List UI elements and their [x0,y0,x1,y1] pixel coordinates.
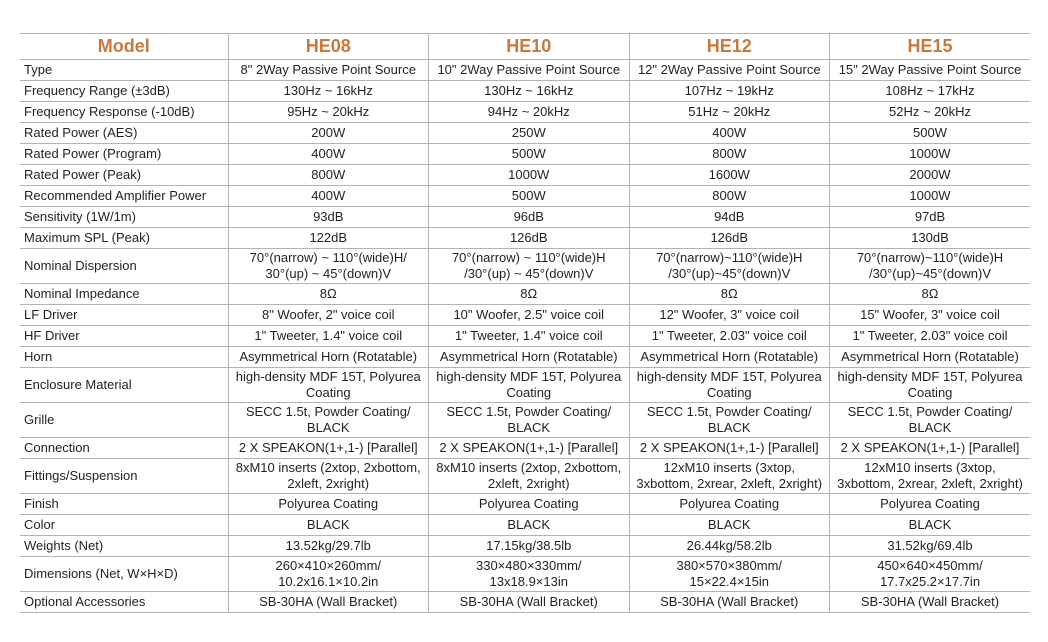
spec-value-line: 12xM10 inserts (3xtop, [864,460,996,475]
spec-value-line: SECC 1.5t, Powder Coating/ [446,404,612,419]
spec-value: 96dB [429,207,630,228]
spec-value [629,249,830,284]
table-row [20,536,1030,557]
spec-value: 95Hz ~ 20kHz [228,102,429,123]
spec-value: 126dB [629,228,830,249]
spec-value-line: 70°(narrow)~110°(wide)H [656,250,803,265]
spec-value [830,557,1031,592]
model-header: Model [20,34,228,60]
spec-value [429,403,630,438]
spec-value-line: Coating [506,385,552,400]
spec-value-line: SECC 1.5t, Powder Coating/ [245,404,411,419]
spec-value: SB-30HA (Wall Bracket) [429,592,630,613]
table-row [20,186,1030,207]
table-row [20,557,1030,592]
spec-label: Type [20,60,228,81]
spec-value: Polyurea Coating [429,494,630,515]
spec-value: SB-30HA (Wall Bracket) [228,592,429,613]
table-row [20,284,1030,305]
spec-value: 1" Tweeter, 2.03" voice coil [629,326,830,347]
spec-value-line: 260×410×260mm/ [275,558,382,573]
spec-value: 8Ω [429,284,630,305]
spec-value: 400W [228,186,429,207]
spec-value: 15" Woofer, 3" voice coil [830,305,1031,326]
table-row [20,165,1030,186]
spec-value [429,249,630,284]
spec-value: 800W [629,186,830,207]
spec-label: Frequency Range (±3dB) [20,81,228,102]
spec-value-line: BLACK [707,420,751,435]
spec-label: Optional Accessories [20,592,228,613]
spec-value [228,459,429,494]
spec-label: Enclosure Material [20,368,228,403]
spec-value: Polyurea Coating [830,494,1031,515]
spec-value: Asymmetrical Horn (Rotatable) [429,347,630,368]
table-row [20,60,1030,81]
spec-value-line: 3xbottom, 2xrear, 2xleft, 2xright) [837,476,1023,491]
spec-value: 8" Woofer, 2" voice coil [228,305,429,326]
spec-value-line: 2xleft, 2xright) [487,476,570,491]
spec-value: 1" Tweeter, 2.03" voice coil [830,326,1031,347]
spec-value-line: 8xM10 inserts (2xtop, 2xbottom, [235,460,421,475]
spec-value: 400W [629,123,830,144]
spec-value-line: 12xM10 inserts (3xtop, [663,460,795,475]
spec-value-line: 450×640×450mm/ [877,558,983,573]
spec-value [629,557,830,592]
spec-value: 51Hz ~ 20kHz [629,102,830,123]
spec-value-line: /30°(up) ~ 45°(down)V [464,266,594,281]
spec-label: Nominal Impedance [20,284,228,305]
spec-value [830,249,1031,284]
spec-value-line: high-density MDF 15T, Polyurea [235,369,421,384]
spec-label: Rated Power (Peak) [20,165,228,186]
table-row [20,228,1030,249]
spec-value-line: 330×480×330mm/ [475,558,582,573]
spec-value: 130Hz ~ 16kHz [429,81,630,102]
spec-value [629,368,830,403]
spec-value: 10" Woofer, 2.5" voice coil [429,305,630,326]
spec-label: Fittings/Suspension [20,459,228,494]
spec-value-line: 30°(up) ~ 45°(down)V [265,266,392,281]
model-he15-header: HE15 [830,34,1031,60]
spec-value: BLACK [228,515,429,536]
table-row [20,249,1030,284]
spec-value-line: high-density MDF 15T, Polyurea [436,369,622,384]
spec-value-line: 70°(narrow) ~ 110°(wide)H/ [249,250,407,265]
spec-value-line: 17.7x25.2×17.7in [879,574,981,589]
table-row [20,81,1030,102]
spec-value: 12" Woofer, 3" voice coil [629,305,830,326]
spec-value: 130dB [830,228,1031,249]
spec-value: BLACK [629,515,830,536]
spec-value: 94Hz ~ 20kHz [429,102,630,123]
spec-value: 2 X SPEAKON(1+,1-) [Parallel] [228,438,429,459]
spec-label: Nominal Dispersion [20,249,228,284]
spec-value-line: 15×22.4×15in [689,574,770,589]
spec-value: Asymmetrical Horn (Rotatable) [629,347,830,368]
spec-value: 500W [830,123,1031,144]
spec-value-line: 2xleft, 2xright) [287,476,370,491]
spec-label: HF Driver [20,326,228,347]
spec-value [629,459,830,494]
spec-value-line: Coating [305,385,351,400]
table-row [20,207,1030,228]
spec-value-line: 3xbottom, 2xrear, 2xleft, 2xright) [636,476,823,491]
spec-value: 2000W [830,165,1031,186]
spec-value [228,368,429,403]
spec-value-line: Coating [907,385,953,400]
spec-value: 250W [429,123,630,144]
spec-label: Horn [20,347,228,368]
spec-value: 130Hz ~ 16kHz [228,81,429,102]
spec-value: 8Ω [228,284,429,305]
spec-value: 1000W [429,165,630,186]
spec-value-line: 8xM10 inserts (2xtop, 2xbottom, [436,460,622,475]
spec-value: 400W [228,144,429,165]
spec-value [429,557,630,592]
spec-value-line: BLACK [306,420,350,435]
spec-value-line: BLACK [507,420,551,435]
spec-value: Polyurea Coating [228,494,429,515]
spec-value: 500W [429,144,630,165]
spec-value [830,459,1031,494]
spec-value-line: high-density MDF 15T, Polyurea [837,369,1023,384]
spec-value: 26.44kg/58.2lb [629,536,830,557]
spec-value: 93dB [228,207,429,228]
spec-label: Rated Power (AES) [20,123,228,144]
spec-value-line: SECC 1.5t, Powder Coating/ [847,404,1013,419]
spec-value [429,368,630,403]
model-he08-header: HE08 [228,34,429,60]
spec-value [830,403,1031,438]
spec-value [228,403,429,438]
table-row [20,123,1030,144]
spec-value: 2 X SPEAKON(1+,1-) [Parallel] [429,438,630,459]
spec-value: 15" 2Way Passive Point Source [830,60,1031,81]
spec-value: 8" 2Way Passive Point Source [228,60,429,81]
spec-value: 107Hz ~ 19kHz [629,81,830,102]
spec-value-line: 70°(narrow)~110°(wide)H [856,250,1004,265]
spec-value [228,557,429,592]
spec-value: 52Hz ~ 20kHz [830,102,1031,123]
spec-label: Sensitivity (1W/1m) [20,207,228,228]
spec-value: 12" 2Way Passive Point Source [629,60,830,81]
spec-value: 122dB [228,228,429,249]
spec-value-line: high-density MDF 15T, Polyurea [636,369,822,384]
spec-value: 2 X SPEAKON(1+,1-) [Parallel] [830,438,1031,459]
spec-value: 2 X SPEAKON(1+,1-) [Parallel] [629,438,830,459]
spec-value-line: /30°(up)~45°(down)V [868,266,992,281]
header-row [20,34,1030,60]
spec-value: 1" Tweeter, 1.4" voice coil [228,326,429,347]
table-row [20,459,1030,494]
table-row [20,438,1030,459]
table-row [20,305,1030,326]
spec-value: BLACK [830,515,1031,536]
spec-value: SB-30HA (Wall Bracket) [830,592,1031,613]
spec-value: 1600W [629,165,830,186]
spec-label: LF Driver [20,305,228,326]
spec-value: 1" Tweeter, 1.4" voice coil [429,326,630,347]
spec-value-line: /30°(up)~45°(down)V [668,266,791,281]
table-row [20,326,1030,347]
spec-value: 500W [429,186,630,207]
spec-value: 800W [228,165,429,186]
spec-value: 94dB [629,207,830,228]
spec-value: 126dB [429,228,630,249]
spec-value: 17.15kg/38.5lb [429,536,630,557]
table-row [20,494,1030,515]
spec-label: Grille [20,403,228,438]
spec-label: Dimensions (Net, W×H×D) [20,557,228,592]
spec-value: 108Hz ~ 17kHz [830,81,1031,102]
table-row [20,403,1030,438]
model-he10-header: HE10 [429,34,630,60]
spec-value [629,403,830,438]
spec-value: Asymmetrical Horn (Rotatable) [228,347,429,368]
spec-value [830,368,1031,403]
table-row [20,102,1030,123]
spec-value: 31.52kg/69.4lb [830,536,1031,557]
spec-label: Maximum SPL (Peak) [20,228,228,249]
spec-value-line: 70°(narrow) ~ 110°(wide)H [451,250,606,265]
spec-value: 1000W [830,186,1031,207]
spec-table [20,33,1030,613]
spec-label: Color [20,515,228,536]
table-row [20,347,1030,368]
spec-value [429,459,630,494]
spec-value: 1000W [830,144,1031,165]
spec-value: 97dB [830,207,1031,228]
spec-value-line: SECC 1.5t, Powder Coating/ [646,404,812,419]
spec-value: 10" 2Way Passive Point Source [429,60,630,81]
spec-value: 13.52kg/29.7lb [228,536,429,557]
spec-value-line: 10.2x16.1×10.2in [278,574,379,589]
spec-value: BLACK [429,515,630,536]
spec-value: SB-30HA (Wall Bracket) [629,592,830,613]
spec-label: Recommended Amplifier Power [20,186,228,207]
spec-body [20,60,1030,613]
table-row [20,368,1030,403]
spec-value: 200W [228,123,429,144]
spec-value: 800W [629,144,830,165]
spec-value: Asymmetrical Horn (Rotatable) [830,347,1031,368]
spec-value [228,249,429,284]
table-row [20,144,1030,165]
model-he12-header: HE12 [629,34,830,60]
spec-value-line: BLACK [908,420,952,435]
spec-sheet [20,33,1030,613]
spec-value-line: Coating [706,385,752,400]
spec-value: 8Ω [629,284,830,305]
spec-label: Finish [20,494,228,515]
spec-value: Polyurea Coating [629,494,830,515]
spec-label: Frequency Response (-10dB) [20,102,228,123]
spec-value-line: 380×570×380mm/ [676,558,783,573]
spec-label: Rated Power (Program) [20,144,228,165]
spec-value-line: 13x18.9×13in [489,574,568,589]
spec-value: 8Ω [830,284,1031,305]
spec-label: Connection [20,438,228,459]
table-row [20,592,1030,613]
table-row [20,515,1030,536]
spec-label: Weights (Net) [20,536,228,557]
